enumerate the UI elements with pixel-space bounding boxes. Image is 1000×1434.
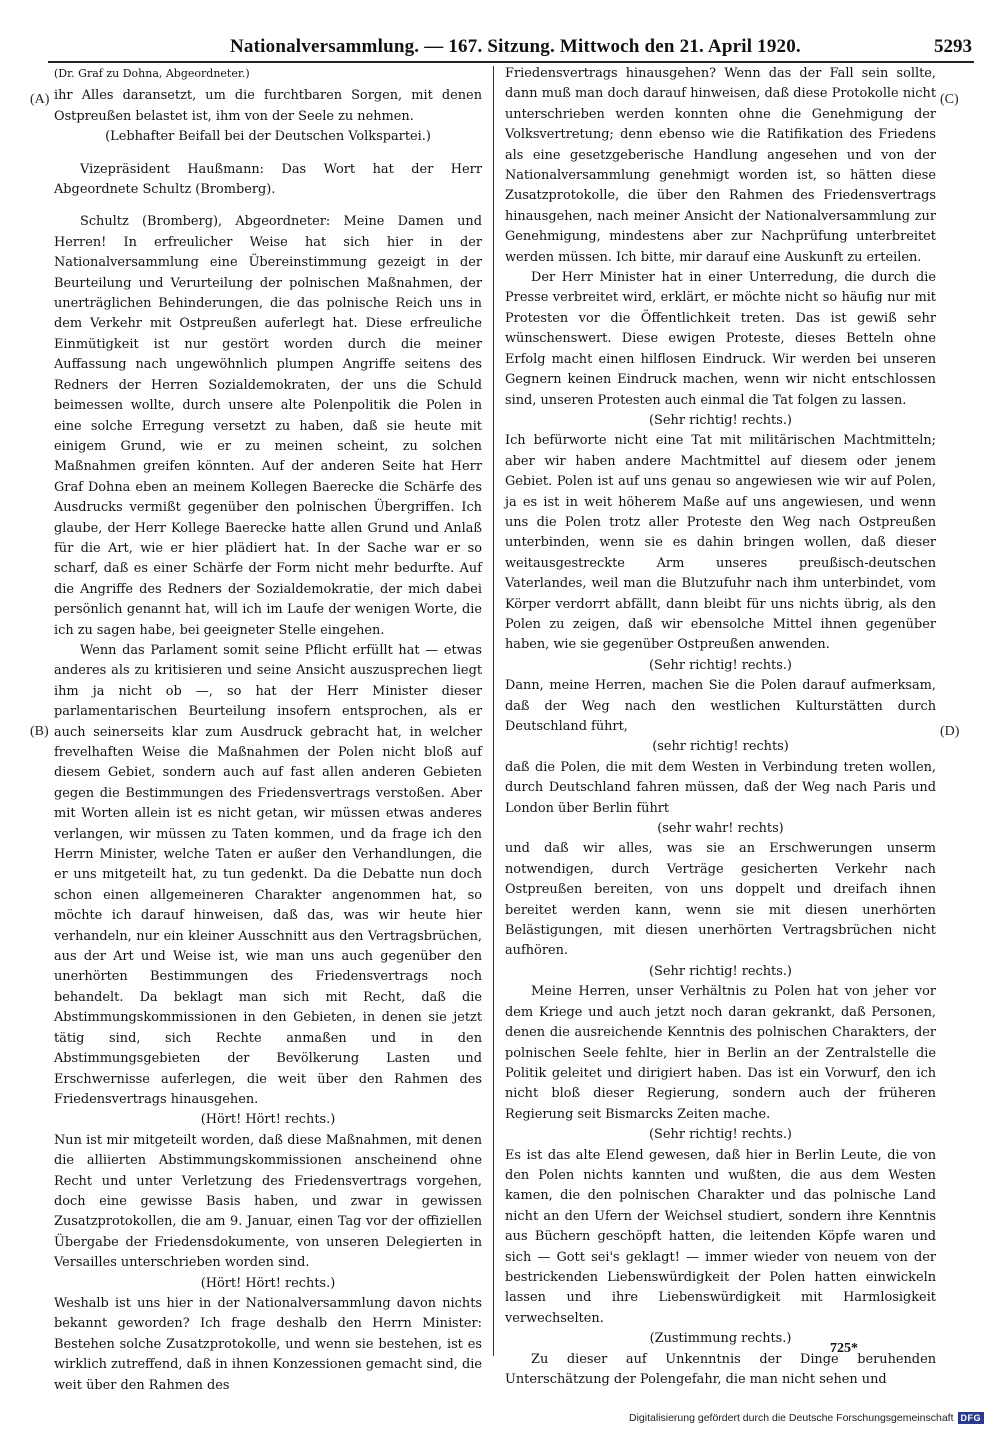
margin-marker-c: (C) (940, 92, 959, 107)
paragraph: daß die Polen, die mit dem Westen in Verbindung treten wollen, durch Deutschland fahren müssen, daß der Weg nach Paris und London über Berlin führt (505, 759, 936, 816)
paragraph: Schultz (Bromberg), Abgeordneter: Meine Damen und Herren! In erfreulicher Weise hat sich hier in der Nationalversammlung eine Übereinstimmung gezeigt in der Beurteilung und Verurteilung der polnischen Maßnahmen, der unerträglichen Behinderungen, die das polnische Reich uns in dem Verkehr mit Ostpreußen auferlegt hat. Diese erfreuliche Einmütigkeit ist nur gestört worden durch die meiner Auffassung nach ungewöhnlich plumpen Angriffe seitens des Redners der Herren Sozialdemokraten, der uns die Schuld beimessen wollte, durch unsere alte Polenpolitik die Polen in eine solche Erregung versetzt zu haben, daß sie heute mit einigem Grund, wie er zu meinen scheint, zu solchen Maßnahmen greifen könnten. Auf der anderen Seite hat Herr Graf Dohna eben an meinem Kollegen Baerecke die Schärfe des Ausdrucks vermißt gegenüber den polnischen Übergriffen. Ich glaube, der Herr Kollege Baerecke hatte allen Grund und Anlaß für die Art, wie er hier plädiert hat. In der Sache war er so scharf, daß es einer Schärfe der Form nicht mehr bedurfte. Auf die Angriffe des Redners der Sozialdemokratie, der mich dabei persönlich genannt hat, will ich im Laufe der wenigen Worte, die ich zu sagen habe, bei geeigneter Stelle eingehen. (54, 214, 482, 638)
speaker-note: (Dr. Graf zu Dohna, Abgeordneter.) (54, 67, 250, 80)
dfg-logo: DFG (958, 1412, 985, 1424)
footer-credit: Digitalisierung gefördert durch die Deutsche Forschungsgemeinschaft (628, 1412, 954, 1424)
paragraph: Meine Herren, unser Verhältnis zu Polen hat von jeher vor dem Kriege und auch jetzt noch daran gekrankt, daß Personen, denen die ausreichende Kenntnis des polnischen Charakters, der polnischen Seele fehlte, hier in Berlin an der Zentralstelle die Politik geleitet und dirigiert haben. Das ist ein Vorwurf, den ich nicht bloß dieser Regierung, sondern auch der früheren Regierung seit Bismarcks Zeiten mache. (505, 984, 936, 1122)
right-column (505, 64, 936, 1390)
paragraph: Der Herr Minister hat in einer Unterredung, die durch die Presse verbreitet wird, erklärt, er möchte nicht so häufig nur mit Protesten vor die Öffentlichkeit treten. Das ist gewiß sehr wünschenswert. Diese ewigen Proteste, dieses Betteln ohne Erfolg macht einen hilflosen Eindruck. Wir werden bei unseren Gegnern keinen Eindruck machen, wenn wir nicht entschlossen sind, unseren Protesten auch einmal die Tat folgen zu lassen. (505, 270, 936, 408)
margin-marker-b: (B) (30, 724, 49, 739)
header-rule (48, 61, 974, 63)
interjection: (Lebhafter Beifall bei der Deutschen Volkspartei.) (105, 129, 431, 145)
interjection: (Sehr richtig! rechts.) (649, 963, 792, 979)
paragraph: Nun ist mir mitgeteilt worden, daß diese Maßnahmen, mit denen die alliierten Abstimmungskommissionen anscheinend ohne Recht und unter Verletzung des Friedensvertrags vorgehen, doch eine gewisse Basis haben, und zwar in gewissen Zusatzprotokollen, die am 9. Januar, einen Tag vor der offiziellen Übergabe der Friedensdokumente, von unseren Delegierten in Versailles unterschrieben worden sind. (54, 1132, 482, 1271)
paragraph: Friedensvertrags hinausgehen? Wenn das der Fall sein sollte, dann muß man doch darauf hinweisen, daß diese Protokolle nicht unterschrieben werden konnten ohne die Genehmigung der Volksvertretung; denn ebenso wie die Ratifikation des Friedens als eine gesetzgeberische Handlung angesehen und von der Nationalversammlung genehmigt worden ist, so hätten diese Zusatzprotokolle, die über den Rahmen des Friedensvertrags hinausgehen, nach meiner Ansicht der Nationalversammlung zur Genehmigung, mindestens aber zur Nachprüfung unterbreitet werden müssen. Ich bitte, mir darauf eine Auskunft zu erteilen. (505, 66, 936, 265)
paragraph: Vizepräsident Haußmann: Das Wort hat der Herr Abgeordnete Schultz (Bromberg). (54, 161, 482, 198)
margin-marker-d: (D) (940, 724, 960, 739)
interjection: (sehr wahr! rechts) (657, 821, 784, 837)
interjection: (Sehr richtig! rechts.) (649, 1127, 792, 1143)
paragraph: Ich befürworte nicht eine Tat mit militärischen Machtmitteln; aber wir haben andere Machtmittel auf diesem oder jenem Gebiet. Polen ist auf uns genau so angewiesen wie wir auf Polen, ja es ist in weit höherem Maße auf uns angewiesen, und wenn uns die Polen trotz aller Proteste den Weg nach Ostpreußen unterbinden, wenn sie es dahin bringen wollen, daß dieser weitausgestreckte Arm unseres preußisch-deutschen Vaterlandes, weil man die Blutzufuhr nach ihm unterbindet, vom Körper verdorrt abfällt, dann bleibt für uns nichts übrig, als den Polen zu zeigen, daß wir ebensolche Mittel ihnen gegenüber haben, wie sie gegenüber Ostpreußen anwenden. (505, 433, 936, 653)
paragraph: Wenn das Parlament somit seine Pflicht erfüllt hat — etwas anderes als zu kritisieren und seine Ansicht auszusprechen liegt ihm ja nicht ob —, so hat der Herr Minister dieser parlamentarischen Beurteilung insofern entsprochen, als er auch seinerseits klar zum Ausdruck gebracht hat, in welcher frevelhaften Weise die Maßnahmen der Polen nicht bloß auf diesem Gebiet, sondern auch auf fast allen anderen Gebieten gegen die Bestimmungen des Friedensvertrags verstoßen. Aber mit Worten allein ist es nicht getan, wir müssen etwas anderes verlangen, wir müssen zu Taten kommen, und da frage ich den Herrn Minister, welche Taten er außer den Verhandlungen, die er uns mitgeteilt hat, zu tun gedenkt. Da die Debatte nun doch schon einen allgemeineren Charakter angenommen hat, so möchte ich darauf hinweisen, daß das, was wir heute hier verhandeln, nur ein kleiner Ausschnitt aus den Vertragsbrüchen, aus der Art und Weise ist, wie man uns auch gegenüber den unerhörten Bestimmungen des Friedensvertrags noch behandelt. Da beklagt man sich mit Recht, daß die Abstimmungskommissionen in den Gebieten, in denen sie jetzt tätig sind, sich Rechte anmaßen und in den Abstimmungsgebieten der Bevölkerung Lasten und Erschwernisse auferlegen, die weit über den Rahmen des Friedensvertrags hinausgehen. (54, 642, 482, 1107)
signature-mark: 725* (830, 1341, 858, 1356)
interjection: (sehr richtig! rechts) (652, 739, 789, 755)
paragraph: ihr Alles daransetzt, um die furchtbaren Sorgen, mit denen Ostpreußen belastet ist, ihm von der Seele zu nehmen. (54, 88, 482, 124)
paragraph: Dann, meine Herren, machen Sie die Polen darauf aufmerksam, daß der Weg nach den westlichen Kulturstätten durch Deutschland führt, (505, 678, 936, 734)
interjection: (Zustimmung rechts.) (649, 1331, 792, 1347)
interjection: (Sehr richtig! rechts.) (649, 412, 792, 428)
column-divider (493, 66, 494, 1356)
paragraph: Weshalb ist uns hier in der Nationalversammlung davon nichts bekannt geworden? Ich frage deshalb den Herrn Minister: Bestehen solche Zusatzprotokolle, und wenn sie bestehen, ist es wirklich zutreffend, daß in ihnen Konzessionen gemacht sind, die weit über den Rahmen des (54, 1295, 482, 1393)
paragraph: Es ist das alte Elend gewesen, daß hier in Berlin Leute, die von den Polen nichts kannten und wußten, die aus dem Westen kamen, die den polnischen Charakter und das polnische Land nicht an den Ufern der Weichsel studiert, sondern ihre Kenntnis aus Büchern geschöpft hatten, die leitenden Köpfe waren und sich — Gott sei's geklagt! — immer wieder von neuem von der bestrickenden Liebenswürdigkeit der Polen hatten einwickeln lassen und ihre Liebenswürdigkeit mit Harmlosigkeit verwechselten. (505, 1147, 936, 1326)
paragraph: und daß wir alles, was sie an Erschwerungen unserm notwendigen, durch Verträge gesicherten Verkehr nach Ostpreußen bereiten, von uns doppelt und dreifach ihnen bereitet werden kann, wenn sie mit diesen unerhörten Belästigungen, mit diesen unerhörten Vertragsbrüchen nicht aufhören. (505, 841, 936, 959)
interjection: (Sehr richtig! rechts.) (649, 657, 792, 673)
digitization-footer (629, 1412, 984, 1424)
left-column (54, 64, 482, 1396)
page-number: 5293 (934, 36, 972, 57)
paragraph: Zu dieser auf Unkenntnis der Dinge beruhenden Unterschätzung der Polengefahr, die man nicht sehen und (505, 1351, 936, 1387)
margin-marker-a: (A) (30, 92, 50, 107)
interjection: (Hört! Hört! rechts.) (200, 1112, 336, 1128)
running-title: Nationalversammlung. — 167. Sitzung. Mittwoch den 21. April 1920. (230, 36, 801, 57)
page-header (60, 36, 972, 60)
interjection: (Hört! Hört! rechts.) (200, 1275, 336, 1291)
